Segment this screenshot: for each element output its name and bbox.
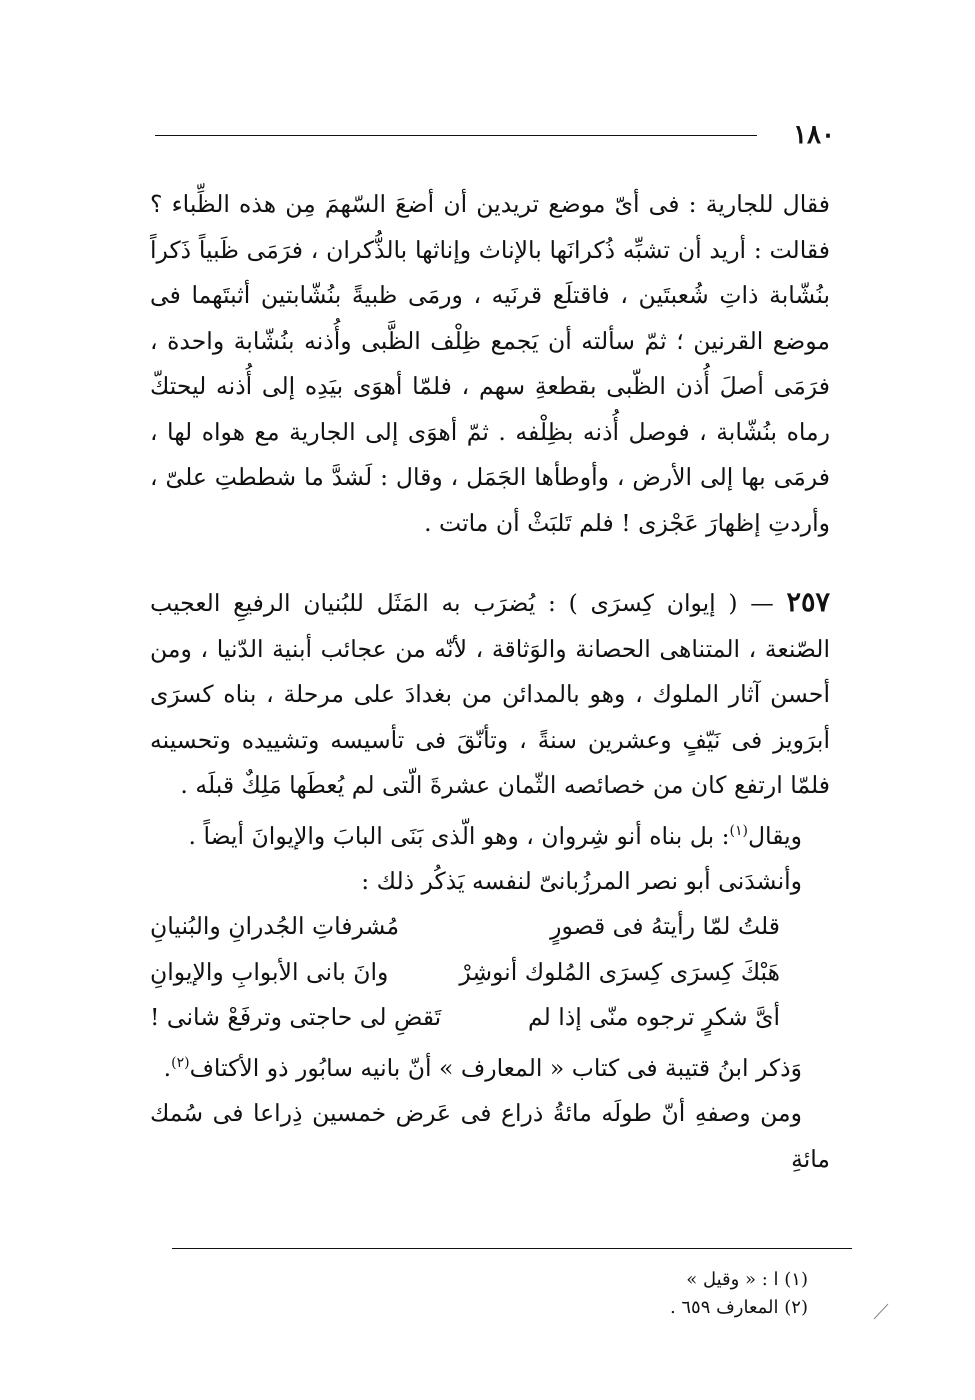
verse-second-hemistich: وانَ بانى الأبوابِ والإيوانِ [150, 957, 389, 986]
footnote-2: (٢) المعارف ٦٥٩ . [669, 1297, 808, 1318]
paragraph-5-text: وَذكر ابنُ قتيبة فى كتاب « المعارف » أنّ بانيه سابُور ذو الأكتاف [189, 1053, 802, 1082]
entry-number: ٢٥٧ [786, 587, 830, 618]
footnotes [172, 1266, 808, 1322]
paragraph-3 [150, 809, 830, 859]
paragraph-5-end: . [163, 1053, 172, 1082]
header-rule [155, 135, 757, 136]
page-header [155, 120, 835, 150]
paragraph-3-text: : بل بناه أنو شِروان ، وهو الّذى بَنَى البابَ والإيوانَ أيضاً . [188, 821, 730, 850]
entry-257-text: — ( إيوان كِسرَى ) : يُضرَب به المَثَل للبُنيان الرفيعِ العجيب الصّنعة ، المتناهى الحصانة والوَثاقة ، لأنّه من عجائب أبنية الدّنيا ، ومن أحسن آثار الملوك ، وهو بالمدائن من بغدادَ على مرحلة ، بناه كسرَى أبرَويز فى نَيّفٍ وعشرين سنةً ، وتأنّقَ فى تأسيسه وتشييده وتحسينه فلمّا ارتفع كان من خصائصه الثّمان عشرةَ الّتى لم يُعطَها مَلِكٌ قبلَه . [150, 589, 830, 799]
footnote-ref-2: (٢) [171, 1054, 190, 1071]
verse-second-hemistich: تَقضِ لى حاجتى وترفَعْ شانى ! [150, 1003, 442, 1032]
paragraph-3-lead: ويقال [747, 821, 802, 850]
paragraph-6: ومن وصفهِ أنّ طولَه مائةُ ذراع فى عَرض خمسين ذِراعا فى سُمك مائةِ [150, 1099, 830, 1173]
page-number: ١٨٠ [793, 120, 835, 150]
paragraph-4: وأنشدَنى أبو نصر المرزُبانىّ لنفسه يَذكُر ذلك : [361, 866, 802, 895]
verse-first-hemistich: هَبْكَ كِسرَى كِسرَى المُلوك أنوشِرْ [459, 957, 780, 986]
main-text [150, 182, 830, 1182]
footnote-1: (١) ا : « وقيل » [686, 1269, 808, 1290]
verse-line [150, 904, 820, 950]
paragraph-1: فقال للجارية : فى أىّ موضع تريدين أن أضعَ السّهمَ مِن هذه الظِّباء ؟ فقالت : أريد أن تشبِّه ذُكرانَها بالإناث وإناثها بالذُّكران ، فرَمَى ظَبياً ذَكراً بنُشّابة ذاتِ شُعبتَين ، فاقتلَع قرنَيه ، ورمَى ظبيةً بنُشّابتين أثبتَهما فى موضع القرنين ؛ ثمّ سألته أن يَجمع ظِلْف الظَّبى وأُذنه بنُشّابة واحدة ، فرَمَى أصلَ أُذن الظّبى بقطعةِ سهم ، فلمّا أهوَى بيَدِه إلى أُذنه ليحتكّ رماه بنُشّابة ، فوصل أُذنه بظِلْفه . ثمّ أهوَى إلى الجارية مع هواه لها ، فرمَى بها إلى الأرض ، وأوطأها الجَمَل ، وقال : لَشدَّ ما شططتِ علىّ ، وأردتِ إظهارَ عَجْزى ! فلم تَلبَثْ أن ماتت . [150, 190, 830, 537]
verse-first-hemistich: قلتُ لمّا رأيتهُ فى قصورٍ [550, 912, 780, 941]
footnote-ref-1: (١) [729, 822, 748, 839]
verse-first-hemistich: أىَّ شكرٍ ترجوه منّى إذا لم [528, 1003, 780, 1032]
poem [150, 904, 830, 1041]
verse-line [150, 995, 820, 1041]
verse-second-hemistich: مُشرفاتِ الجُدرانِ والبُنيانِ [150, 912, 400, 941]
paragraph-5 [150, 1041, 830, 1091]
entry-257 [150, 580, 830, 809]
pen-mark-icon [872, 1302, 890, 1320]
verse-line [150, 950, 820, 996]
footnote-rule [172, 1248, 852, 1249]
